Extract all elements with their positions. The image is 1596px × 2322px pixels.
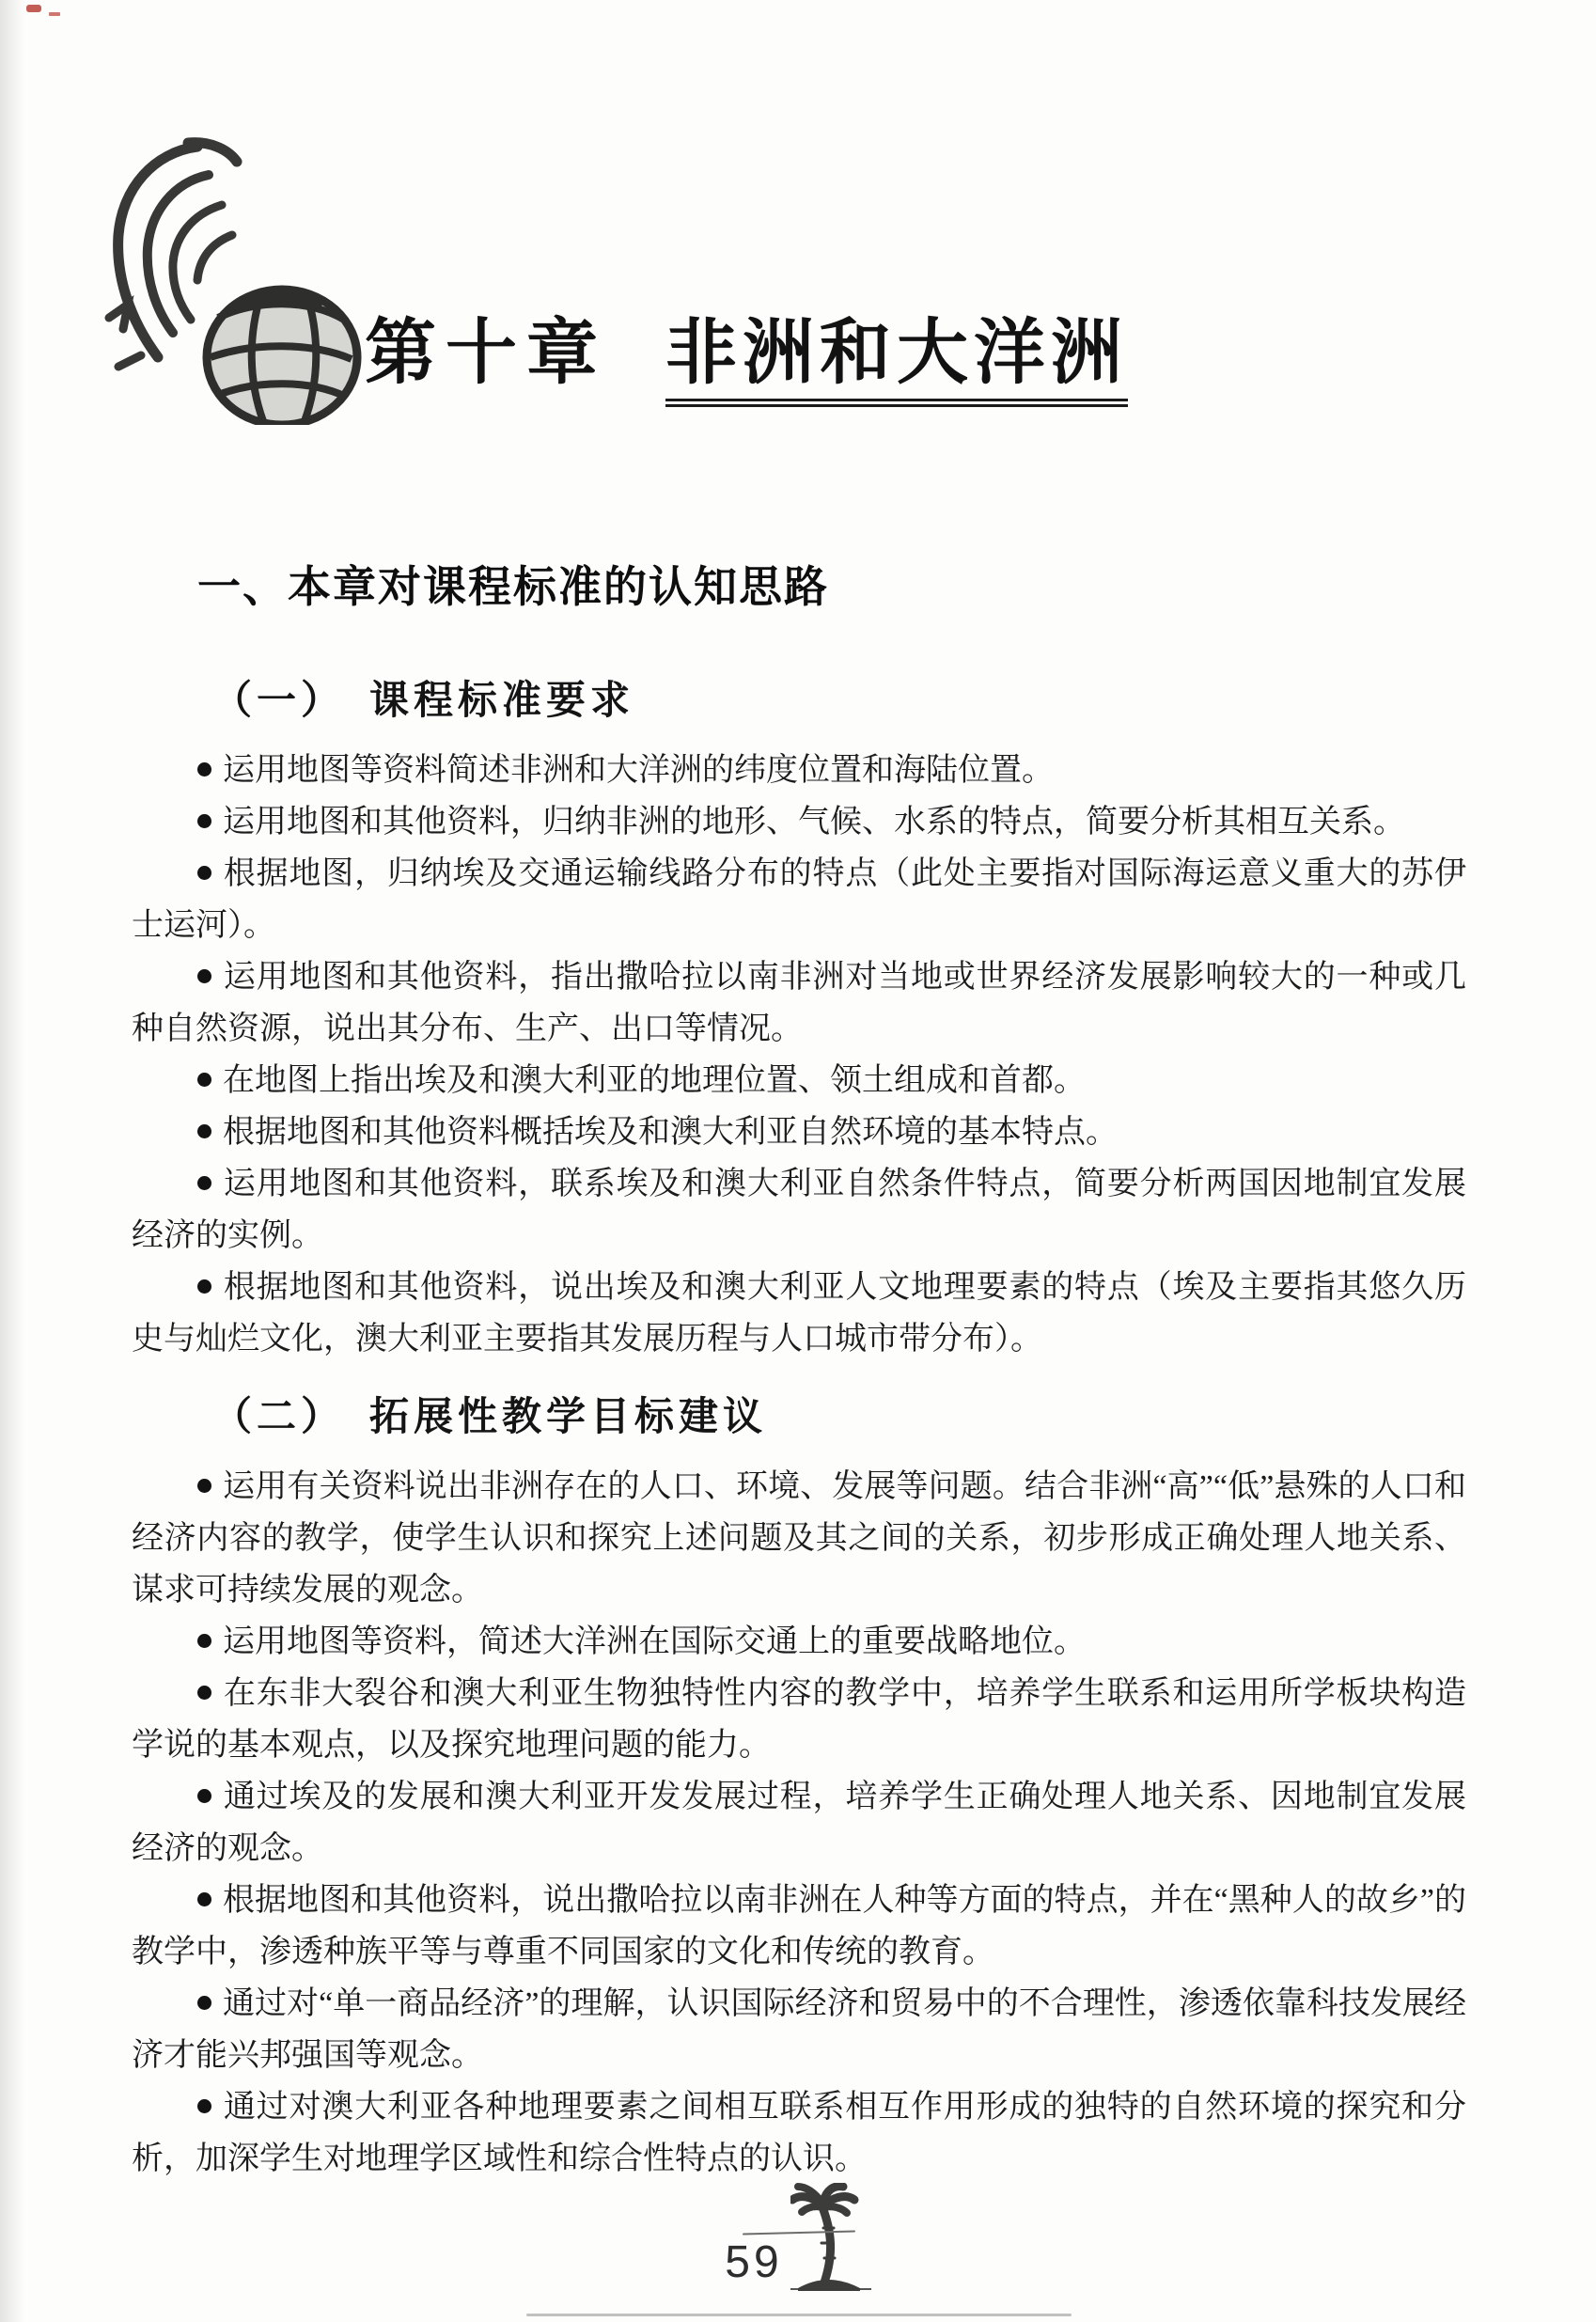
- bullet-text: 通过对澳大利亚各种地理要素之间相互联系相互作用形成的独特的自然环境的探究和分析，加深学生对地理学区域性和综合性特点的认识。: [132, 2090, 1466, 2176]
- list-item: [132, 848, 1466, 951]
- bullet-text: 在地图上指出埃及和澳大利亚的地理位置、领土组成和首都。: [223, 1063, 1086, 1098]
- list-item: [132, 796, 1466, 848]
- scan-artifact: [26, 5, 41, 12]
- bullet-icon: [197, 1892, 211, 1906]
- bullet-list-1: [132, 745, 1466, 1365]
- page-footer: [0, 2183, 1596, 2298]
- list-item: [132, 1158, 1466, 1262]
- bullet-text: 运用地图等资料，简述大洋洲在国际交通上的重要战略地位。: [223, 1624, 1086, 1659]
- list-item: [132, 1771, 1466, 1875]
- list-item: [132, 1875, 1466, 1978]
- bullet-text: 运用地图和其他资料，联系埃及和澳大利亚自然条件特点，简要分析两国因地制宜发展经济的实例。: [132, 1167, 1466, 1253]
- bullet-icon: [197, 1686, 211, 1700]
- bullet-list-2: [132, 1461, 1466, 2185]
- bullet-text: 运用有关资料说出非洲存在的人口、环境、发展等问题。结合非洲“高”“低”悬殊的人口和经济内容的教学，使学生认识和探究上述问题及其之间的关系，初步形成正确处理人地关系、谋求可持续发展的观念。: [132, 1469, 1466, 1608]
- list-item: [132, 1978, 1466, 2081]
- bullet-text: 通过埃及的发展和澳大利亚开发发展过程，培养学生正确处理人地关系、因地制宜发展经济的观念。: [132, 1780, 1466, 1866]
- list-item: [132, 1106, 1466, 1158]
- chapter-number: 第十章: [365, 313, 607, 393]
- subsection-heading-1: （一） 课程标准要求: [212, 680, 635, 723]
- bullet-icon: [197, 1279, 211, 1294]
- bullet-icon: [197, 1176, 211, 1190]
- winged-globe-icon: [77, 133, 387, 430]
- bullet-text: 根据地图和其他资料，说出撒哈拉以南非洲在人种等方面的特点，并在“黑种人的故乡”的教学中，渗透种族平等与尊重不同国家的文化和传统的教育。: [132, 1883, 1466, 1969]
- bullet-icon: [197, 1073, 211, 1087]
- list-item: [132, 745, 1466, 796]
- list-item: [132, 1461, 1466, 1616]
- bullet-icon: [197, 866, 211, 880]
- list-item: [132, 1055, 1466, 1106]
- chapter-heading: [365, 313, 1128, 407]
- bullet-text: 运用地图等资料简述非洲和大洋洲的纬度位置和海陆位置。: [223, 753, 1054, 788]
- bullet-text: 在东非大裂谷和澳大利亚生物独特性内容的教学中，培养学生联系和运用所学板块构造学说的基本观点，以及探究地理问题的能力。: [132, 1676, 1466, 1763]
- bullet-icon: [197, 2099, 211, 2113]
- bullet-text: 根据地图和其他资料，说出埃及和澳大利亚人文地理要素的特点（埃及主要指其悠久历史与灿烂文化，澳大利亚主要指其发展历程与人口城市带分布）。: [132, 1270, 1466, 1357]
- bullet-text: 根据地图和其他资料概括埃及和澳大利亚自然环境的基本特点。: [223, 1115, 1118, 1150]
- bullet-icon: [197, 1634, 211, 1648]
- bullet-icon: [197, 1996, 211, 2010]
- bullet-text: 通过对“单一商品经济”的理解，认识国际经济和贸易中的不合理性，渗透依靠科技发展经济才能兴邦强国等观念。: [132, 1986, 1466, 2073]
- bullet-icon: [197, 1789, 211, 1803]
- scan-artifact: [526, 2314, 1072, 2316]
- chapter-title: 非洲和大洋洲: [665, 318, 1128, 407]
- bullet-text: 根据地图，归纳埃及交通运输线路分布的特点（此处主要指对国际海运意义重大的苏伊士运河）。: [132, 856, 1466, 943]
- page-number: 59: [725, 2237, 783, 2287]
- section-heading: 一、本章对课程标准的认知思路: [197, 562, 829, 611]
- list-item: [132, 1668, 1466, 1771]
- bullet-text: 运用地图和其他资料，归纳非洲的地形、气候、水系的特点，简要分析其相互关系。: [223, 805, 1405, 839]
- list-item: [132, 1262, 1466, 1365]
- bullet-icon: [197, 762, 211, 777]
- bullet-icon: [197, 814, 211, 828]
- bullet-icon: [197, 1479, 211, 1493]
- palm-tree-icon: [790, 2183, 871, 2298]
- list-item: [132, 1616, 1466, 1668]
- list-item: [132, 2081, 1466, 2185]
- list-item: [132, 951, 1466, 1055]
- scan-artifact: [0, 0, 24, 2322]
- page-content: [132, 560, 1466, 2185]
- subsection-heading-2: （二） 拓展性教学目标建议: [212, 1396, 768, 1439]
- bullet-icon: [197, 969, 211, 983]
- bullet-text: 运用地图和其他资料，指出撒哈拉以南非洲对当地或世界经济发展影响较大的一种或几种自然资源，说出其分布、生产、出口等情况。: [132, 960, 1466, 1046]
- bullet-icon: [197, 1124, 211, 1138]
